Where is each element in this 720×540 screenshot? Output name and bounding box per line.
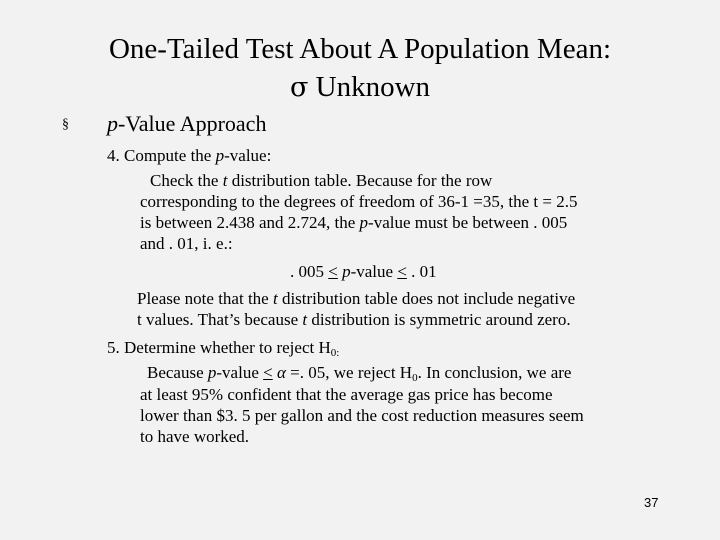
check-line-2: corresponding to the degrees of freedom of 36-1 =35, the t = 2.5 bbox=[140, 192, 578, 211]
text: . 01 bbox=[406, 262, 437, 281]
text: distribution is symmetric around zero. bbox=[307, 310, 571, 329]
subscript: 0: bbox=[330, 347, 340, 359]
text: t values. That’s because bbox=[137, 310, 303, 329]
le-symbol: < bbox=[397, 262, 407, 281]
title-line-2 bbox=[0, 68, 720, 107]
text: Please note that the bbox=[137, 289, 273, 308]
text: Check the bbox=[150, 171, 223, 190]
conclusion-line-4: to have worked. bbox=[140, 427, 250, 446]
p-italic: p bbox=[107, 111, 118, 136]
subscript: 0 bbox=[412, 372, 418, 384]
step-4-end: -value: bbox=[224, 146, 272, 165]
step-5-label: 5. Determine whether to reject H bbox=[107, 338, 331, 357]
alpha-symbol: α bbox=[276, 363, 286, 382]
text: -value must be between . 005 bbox=[368, 213, 568, 232]
text: distribution table. Because for the row bbox=[227, 171, 493, 190]
t-italic: t bbox=[302, 310, 308, 329]
sigma-symbol: σ bbox=[289, 72, 309, 103]
bullet-heading-text: -Value Approach bbox=[118, 111, 267, 136]
bullet-square-icon: § bbox=[62, 117, 69, 132]
page-number: 37 bbox=[644, 495, 659, 510]
text: -value bbox=[350, 262, 398, 281]
text: =. 05, we reject H bbox=[285, 363, 413, 382]
title-line-1: One-Tailed Test About A Population Mean: bbox=[108, 33, 612, 65]
note-line-2 bbox=[137, 309, 571, 331]
step-4-label: 4. Compute the bbox=[107, 146, 216, 165]
bullet-heading bbox=[107, 111, 266, 137]
text: distribution table does not include negative bbox=[277, 289, 576, 308]
t-italic: t bbox=[222, 171, 228, 190]
title-unknown: Unknown bbox=[315, 71, 431, 103]
text: . In conclusion, we are bbox=[417, 363, 572, 382]
check-line-1 bbox=[150, 170, 492, 192]
le-symbol: < bbox=[263, 363, 273, 382]
step-5 bbox=[107, 337, 339, 365]
check-line-4: and . 01, i. e.: bbox=[140, 234, 233, 253]
p-italic: p bbox=[207, 363, 217, 382]
text: Because bbox=[147, 363, 208, 382]
p-italic: p bbox=[215, 146, 225, 165]
check-line-3 bbox=[140, 212, 567, 234]
p-italic: p bbox=[342, 262, 351, 281]
note-line-1 bbox=[137, 288, 575, 310]
step-4 bbox=[107, 145, 271, 167]
text: -value bbox=[216, 363, 264, 382]
slide-title bbox=[0, 30, 720, 107]
conclusion-line-3: lower than $3. 5 per gallon and the cost reduction measures seem bbox=[140, 406, 584, 425]
t-italic: t bbox=[272, 289, 278, 308]
conclusion-line-2: at least 95% confident that the average gas price has become bbox=[140, 385, 553, 404]
p-italic: p bbox=[359, 213, 369, 232]
inequality bbox=[290, 261, 437, 283]
text: . 005 bbox=[290, 262, 329, 281]
text: is between 2.438 and 2.724, the bbox=[140, 213, 360, 232]
le-symbol: < bbox=[328, 262, 338, 281]
